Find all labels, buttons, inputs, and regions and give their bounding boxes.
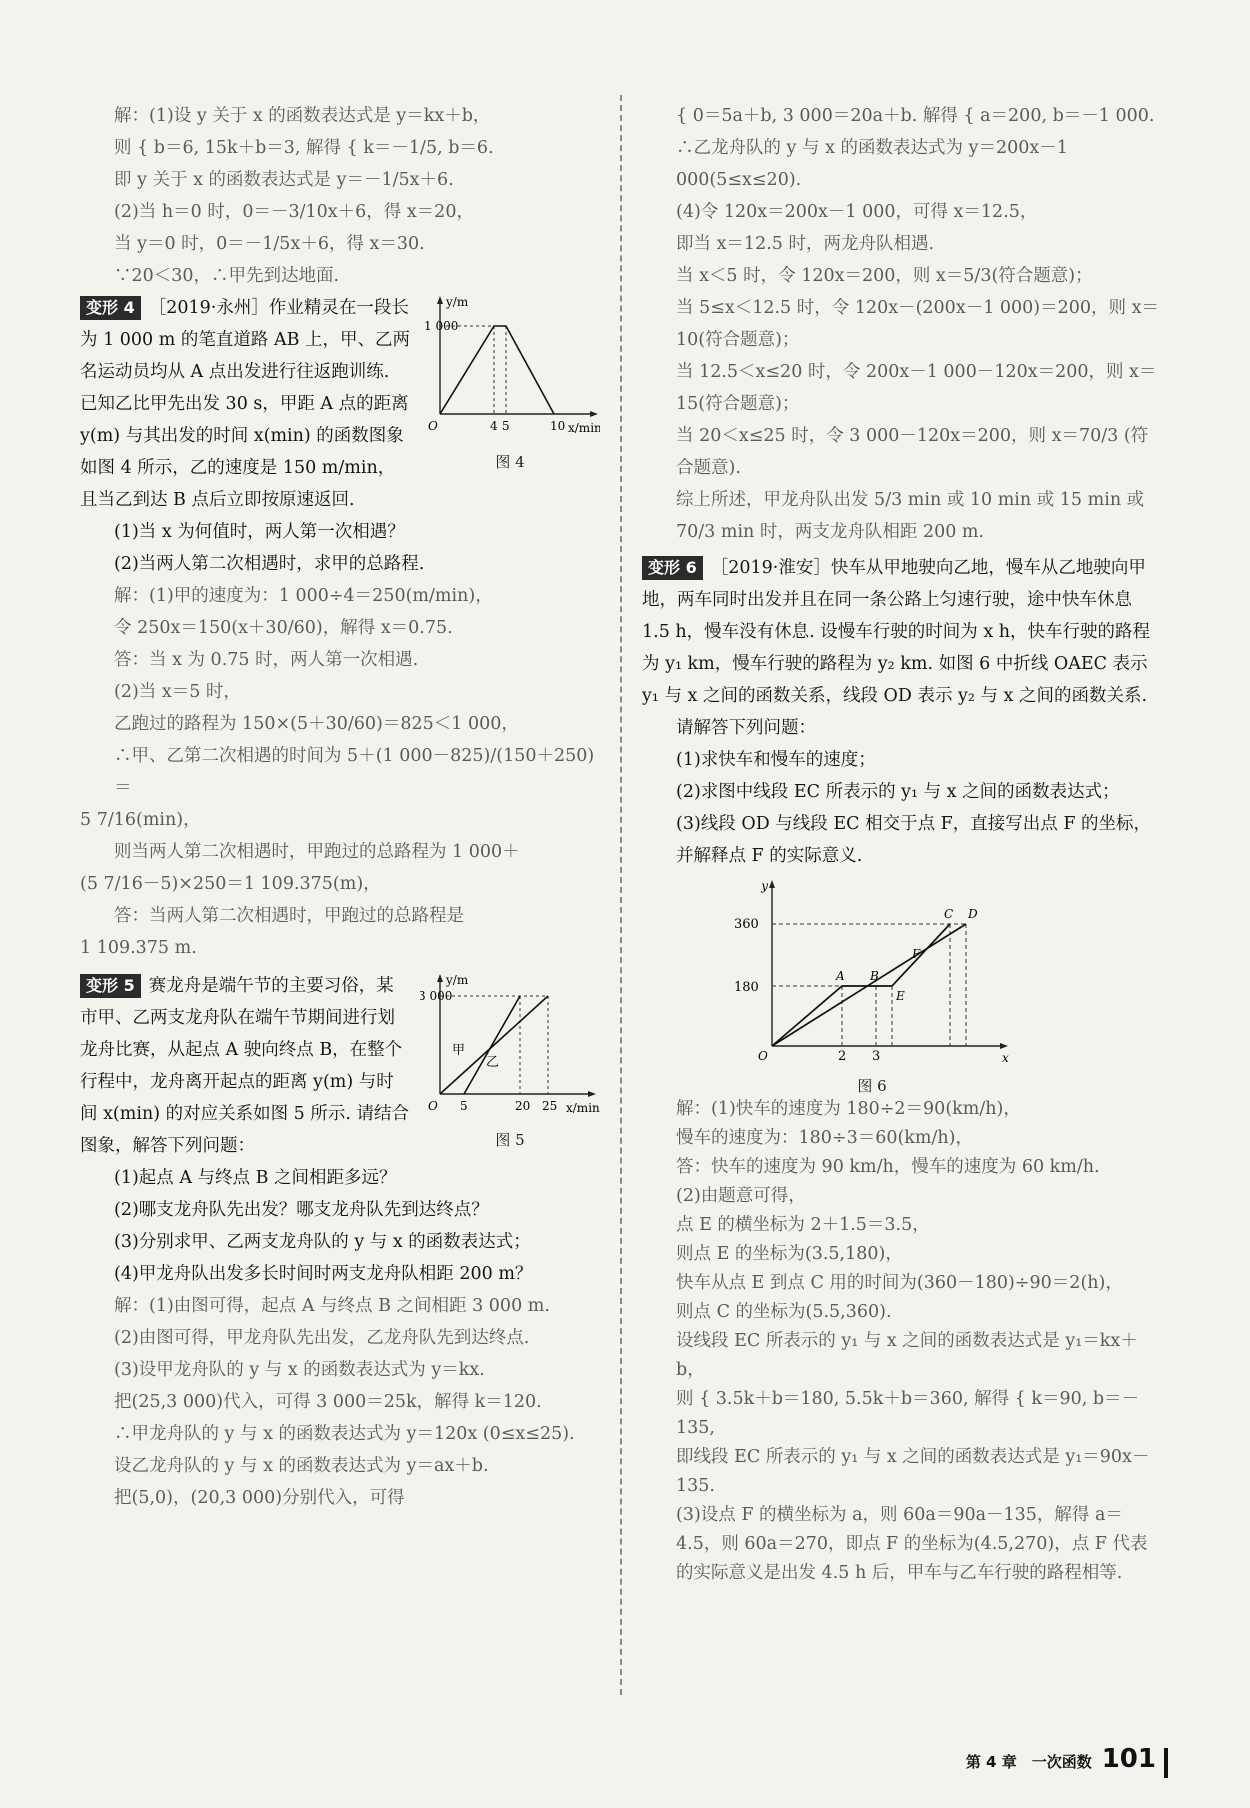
- variant-5-intro: 变形 5 赛龙舟是端午节的主要习俗，某市甲、乙两支龙舟队在端午节期间进行划龙舟比赛，从起点 A 驶向终点 B，在整个行程中，龙舟离开起点的距离 y(m) 与时间 x(min) 的对应关系如图 5 所示. 请结合图象，解答下列问题：: [80, 976, 409, 1156]
- line: (4)令 120x＝200x－1 000，可得 x＝12.5，: [676, 202, 1038, 222]
- line: (2)当 h＝0 时，0＝－3/10x＋6，得 x＝20，: [114, 202, 474, 222]
- line: 解：(1)设 y 关于 x 的函数表达式是 y＝kx＋b，: [114, 106, 491, 126]
- fig6-y-tick: 180: [734, 980, 759, 995]
- figure-5-graph: [420, 970, 600, 1120]
- fig6-point-f: F: [912, 947, 921, 961]
- question: (1)起点 A 与终点 B 之间相距多远？: [114, 1168, 397, 1188]
- right-column: [642, 100, 1162, 1588]
- fig4-x-tick: 5: [502, 419, 510, 433]
- variant-6-intro: 变形 6 ［2019·淮安］快车从甲地驶向乙地，慢车从乙地驶向甲地，两车同时出发并且在同一条公路上匀速行驶，途中快车休息 1.5 h，慢车没有休息. 设慢车行驶的时间为 x h，快车行驶的路程为 y₁ km，慢车行驶的路程为 y₂ km. 如图 6 中折线 OAEC 表示 y₁ 与 x 之间的函数关系，线段 OD 表示 y₂ 与 x 之间的函数关系.: [642, 558, 1151, 706]
- line: 把(25,3 000)代入，可得 3 000＝25k，解得 k＝120.: [114, 1392, 542, 1412]
- question: (4)甲龙舟队出发多长时间时两支龙舟队相距 200 m？: [114, 1264, 533, 1284]
- line: 答：快车的速度为 90 km/h，慢车的速度为 60 km/h.: [676, 1157, 1100, 1177]
- figure-6-graph: [732, 876, 1012, 1066]
- fig4-x-axis: x/min: [568, 421, 600, 435]
- question: (1)当 x 为何值时，两人第一次相遇？: [114, 522, 405, 542]
- fig5-x-tick: 20: [515, 1099, 531, 1113]
- fig4-x-tick: 10: [550, 419, 566, 433]
- line: 则点 E 的坐标为(3.5,180)，: [676, 1244, 903, 1264]
- request: 请解答下列问题：: [676, 718, 816, 738]
- fig6-x-tick: 2: [838, 1049, 847, 1064]
- fig6-line-od: [772, 924, 966, 1046]
- question: (2)当两人第二次相遇时，求甲的总路程.: [114, 554, 425, 574]
- line: 即线段 EC 所表示的 y₁ 与 x 之间的函数表达式是 y₁＝90x－135.: [676, 1447, 1150, 1496]
- fig5-x-tick: 25: [542, 1099, 558, 1113]
- line: 则点 C 的坐标为(5.5,360).: [676, 1302, 892, 1322]
- footer-bar: [1164, 1748, 1168, 1778]
- line: (3)设甲龙舟队的 y 与 x 的函数表达式为 y＝kx.: [114, 1360, 485, 1380]
- chapter-title: 第 4 章 一次函数: [965, 1753, 1092, 1771]
- line: 当 20＜x≤25 时，令 3 000－120x＝200，则 x＝70/3 (符合题意).: [676, 426, 1149, 478]
- page-number: 101: [1101, 1744, 1156, 1774]
- line: (2)由图可得，甲龙舟队先出发，乙龙舟队先到达终点.: [114, 1328, 530, 1348]
- line: 把(5,0)，(20,3 000)分别代入，可得: [114, 1488, 405, 1508]
- line: 当 5≤x＜12.5 时，令 120x－(200x－1 000)＝200，则 x＝10(符合题意)；: [676, 298, 1159, 350]
- line: 当 12.5＜x≤20 时，令 200x－1 000－120x＝200，则 x＝15(符合题意)；: [676, 362, 1157, 414]
- fig6-caption: 图 6: [857, 1077, 887, 1095]
- line: { 0＝5a＋b, 3 000＝20a＋b. 解得 { a＝200, b＝－1 000.: [676, 106, 1155, 126]
- line: 综上所述，甲龙舟队出发 5/3 min 或 10 min 或 15 min 或 70/3 min 时，两支龙舟队相距 200 m.: [676, 490, 1145, 542]
- line: 点 E 的横坐标为 2＋1.5＝3.5，: [676, 1215, 930, 1235]
- fig6-x-tick: 3: [872, 1049, 881, 1064]
- variant-5-tag: 变形 5: [80, 974, 141, 998]
- solution-variant-4: [80, 580, 600, 964]
- fig5-origin: O: [428, 1099, 438, 1113]
- line: (5 7/16－5)×250＝1 109.375(m)，: [80, 874, 381, 894]
- line: 则 { b＝6, 15k＋b＝3, 解得 { k＝－1/5, b＝6.: [114, 138, 494, 158]
- line: 即 y 关于 x 的函数表达式是 y＝－1/5x＋6.: [114, 170, 454, 190]
- solution-variant-5-cont: [642, 100, 1162, 548]
- line: 1 109.375 m.: [80, 938, 197, 958]
- fig5-y-axis: y/m: [446, 973, 469, 987]
- fig6-line-oaec: [772, 924, 950, 1046]
- line: 答：当两人第二次相遇时，甲跑过的总路程是: [114, 906, 464, 926]
- fig4-origin: O: [428, 419, 438, 433]
- figure-5: [420, 970, 600, 1149]
- question: (2)求图中线段 EC 所表示的 y₁ 与 x 之间的函数表达式；: [676, 782, 1120, 802]
- question: (2)哪支龙舟队先出发？哪支龙舟队先到达终点？: [114, 1200, 489, 1220]
- line: 解：(1)快车的速度为 180÷2＝90(km/h)，: [676, 1099, 1021, 1119]
- line: (3)设点 F 的横坐标为 a，则 60a＝90a－135，解得 a＝4.5，则 60a＝270，即点 F 的坐标为(4.5,270)，点 F 代表的实际意义是出发 4.5 h 后，甲车与乙车行驶的路程相等.: [676, 1505, 1148, 1583]
- fig5-line-yi: [464, 996, 520, 1094]
- fig6-point-e: E: [896, 989, 905, 1003]
- fig4-x-tick: 4: [490, 419, 498, 433]
- line: (2)当 x＝5 时，: [114, 682, 241, 702]
- fig6-x-axis: x: [1002, 1051, 1009, 1065]
- line: 设线段 EC 所表示的 y₁ 与 x 之间的函数表达式是 y₁＝kx＋b，: [676, 1331, 1138, 1380]
- fig6-point-d: D: [968, 907, 978, 921]
- fig5-label-yi: 乙: [486, 1055, 500, 1070]
- line: ∵20＜30，∴甲先到达地面.: [114, 266, 340, 286]
- solution-variant-6: [642, 1095, 1162, 1588]
- fig5-x-axis: x/min: [566, 1101, 600, 1115]
- fig5-label-jia: 甲: [452, 1043, 466, 1058]
- fig6-point-a: A: [836, 969, 845, 983]
- fig6-point-b: B: [870, 969, 879, 983]
- fig5-y-tick: 3 000: [420, 989, 453, 1003]
- fig4-line: [440, 326, 554, 414]
- line: 则 { 3.5k＋b＝180, 5.5k＋b＝360, 解得 { k＝90, b＝－135,: [676, 1389, 1140, 1438]
- figure-4: [420, 292, 600, 471]
- fig4-caption: 图 4: [495, 453, 525, 471]
- variant-6-tag: 变形 6: [642, 556, 703, 580]
- fig4-y-tick: 1 000: [424, 319, 459, 333]
- line: 慢车的速度为：180÷3＝60(km/h)，: [676, 1128, 973, 1148]
- line: 答：当 x 为 0.75 时，两人第一次相遇.: [114, 650, 419, 670]
- fig4-y-axis: y/m: [446, 295, 469, 309]
- line: ∴甲龙舟队的 y 与 x 的函数表达式为 y＝120x (0≤x≤25).: [114, 1424, 575, 1444]
- line: (2)由题意可得，: [676, 1186, 806, 1206]
- figure-6: [732, 876, 1162, 1095]
- page-footer: [966, 1744, 1168, 1778]
- figure-4-graph: [420, 292, 600, 442]
- line: ∴乙龙舟队的 y 与 x 的函数表达式为 y＝200x－1 000(5≤x≤20).: [676, 138, 1068, 190]
- fig6-point-c: C: [944, 907, 954, 921]
- question: (1)求快车和慢车的速度；: [676, 750, 876, 770]
- line: 设乙龙舟队的 y 与 x 的函数表达式为 y＝ax＋b.: [114, 1456, 489, 1476]
- line: 解：(1)由图可得，起点 A 与终点 B 之间相距 3 000 m.: [114, 1296, 550, 1316]
- line: 令 250x＝150(x＋30/60)，解得 x＝0.75.: [114, 618, 453, 638]
- variant-4-tag: 变形 4: [80, 296, 141, 320]
- line: ∴甲、乙第二次相遇的时间为 5＋(1 000－825)/(150＋250)＝: [114, 746, 595, 798]
- fig6-origin: O: [758, 1049, 768, 1063]
- line: 当 y＝0 时，0＝－1/5x＋6，得 x＝30.: [114, 234, 425, 254]
- left-column: [80, 100, 600, 1514]
- line: 则当两人第二次相遇时，甲跑过的总路程为 1 000＋: [114, 842, 520, 862]
- question: (3)分别求甲、乙两支龙舟队的 y 与 x 的函数表达式；: [114, 1232, 531, 1252]
- line: 乙跑过的路程为 150×(5＋30/60)＝825＜1 000，: [114, 714, 519, 734]
- line: 快车从点 E 到点 C 用的时间为(360－180)÷90＝2(h)，: [676, 1273, 1123, 1293]
- fig6-y-axis: y: [761, 879, 768, 893]
- line: 当 x＜5 时，令 120x＝200，则 x＝5/3(符合题意)；: [676, 266, 1093, 286]
- line: 即当 x＝12.5 时，两龙舟队相遇.: [676, 234, 935, 254]
- line: 解：(1)甲的速度为：1 000÷4＝250(m/min)，: [114, 586, 493, 606]
- solution-variant-5: [80, 1290, 600, 1514]
- column-divider: [620, 95, 622, 1695]
- solution-prev: [80, 100, 600, 292]
- fig6-y-tick: 360: [734, 917, 759, 932]
- variant-4-intro: 变形 4 ［2019·永州］作业精灵在一段长为 1 000 m 的笔直道路 AB 上，甲、乙两名运动员均从 A 点出发进行往返跑训练. 已知乙比甲先出发 30 s，甲距 A 点的距离 y(m) 与其出发的时间 x(min) 的函数图象如图 4 所示，乙的速度是 150 m/min，且当乙到达 B 点后立即按原速返回.: [80, 298, 411, 510]
- fig5-x-tick: 5: [460, 1099, 468, 1113]
- question: (3)线段 OD 与线段 EC 相交于点 F，直接写出点 F 的坐标，并解释点 F 的实际意义.: [676, 814, 1152, 866]
- fig5-caption: 图 5: [495, 1131, 525, 1149]
- line: 5 7/16(min)，: [80, 810, 201, 830]
